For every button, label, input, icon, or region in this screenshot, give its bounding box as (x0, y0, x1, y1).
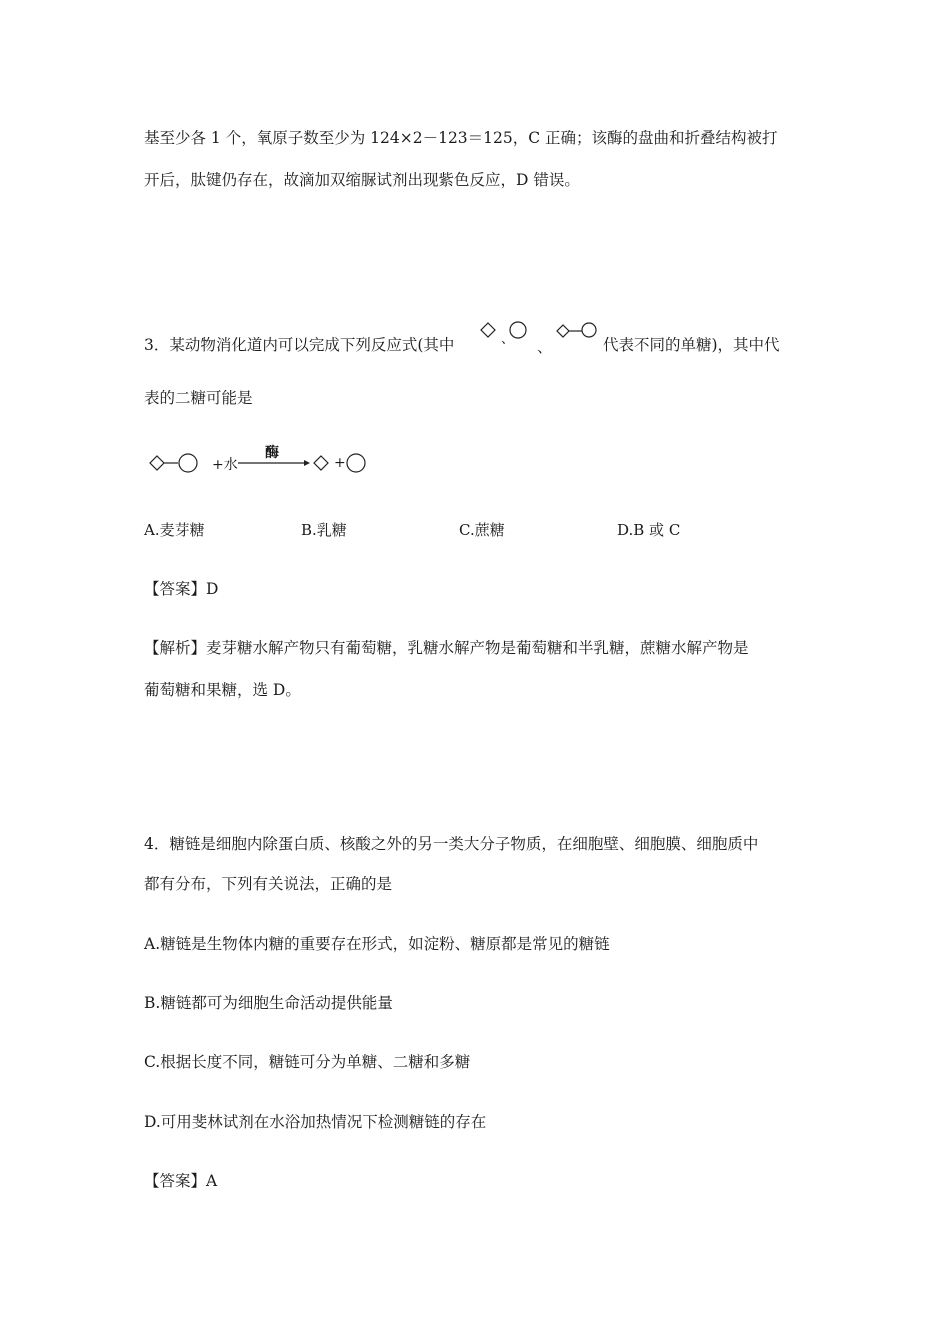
q4-stem-line-2: 都有分布，下列有关说法，正确的是 (144, 875, 393, 893)
q3-option-d: D.B 或 C (617, 521, 681, 539)
reaction-water-label: +水 (212, 457, 238, 473)
q3-stem-part-1: 3．某动物消化道内可以完成下列反应式(其中 (144, 336, 455, 354)
q4-answer: 【答案】A (144, 1172, 218, 1190)
reaction-enzyme-label: 酶 (265, 445, 279, 461)
q4-option-b: B.糖链都可为细胞生命活动提供能量 (144, 994, 393, 1012)
product-diamond-icon (314, 456, 328, 470)
q3-option-b: B.乳糖 (301, 521, 347, 539)
q4-option-a: A.糖链是生物体内糖的重要存在形式，如淀粉、糖原都是常见的糖链 (144, 935, 610, 953)
disaccharide-icon (557, 323, 596, 337)
q4-stem-line-1: 4．糖链是细胞内除蛋白质、核酸之外的另一类大分子物质，在细胞壁、细胞膜、细胞质中 (144, 835, 759, 853)
prev-explanation-line-1: 基至少各 1 个，氧原子数至少为 124×2－123＝125，C 正确；该酶的盘曲和折叠结构被打 (144, 129, 778, 147)
q3-analysis-line-1: 【解析】麦芽糖水解产物只有葡萄糖，乳糖水解产物是葡萄糖和半乳糖，蔗糖水解产物是 (144, 639, 749, 657)
diamond-monosaccharide-icon (481, 323, 495, 337)
q3-option-c: C.蔗糖 (459, 521, 505, 539)
prev-explanation-line-2: 开后，肽键仍存在，故滴加双缩脲试剂出现紫色反应，D 错误。 (144, 171, 580, 189)
q4-option-d: D.可用斐林试剂在水浴加热情况下检测糖链的存在 (144, 1113, 487, 1131)
q3-stem-separator-1: 、 (501, 332, 515, 347)
product-circle-icon (347, 454, 365, 472)
q3-answer: 【答案】D (144, 580, 219, 598)
arrow-head-icon (304, 460, 310, 466)
reactant-disaccharide-icon (150, 454, 197, 472)
q3-stem-line-2: 表的二糖可能是 (144, 389, 253, 407)
reaction-plus-sign: + (334, 455, 346, 471)
q3-stem-part-2: 代表不同的单糖)，其中代 (603, 336, 780, 354)
q3-stem-separator-2: 、 (537, 338, 553, 356)
q3-analysis-line-2: 葡萄糖和果糖，选 D。 (144, 681, 301, 699)
q3-option-a: A.麦芽糖 (144, 521, 205, 539)
q4-option-c: C.根据长度不同，糖链可分为单糖、二糖和多糖 (144, 1053, 471, 1071)
